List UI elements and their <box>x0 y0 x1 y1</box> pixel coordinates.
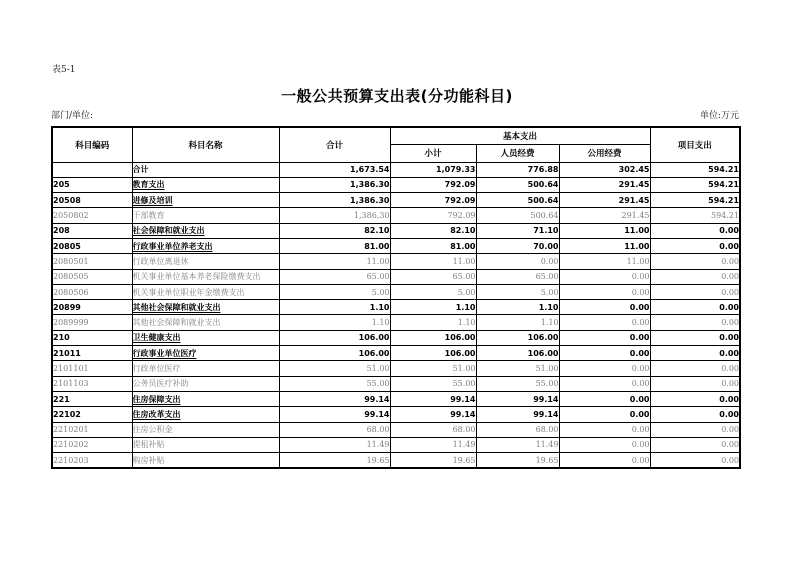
value-cell-public-funds: 291.45 <box>559 208 650 223</box>
value-cell-project-expenditure: 0.00 <box>650 284 740 299</box>
value-cell-project-expenditure: 0.00 <box>650 300 740 315</box>
subject-name-text: 机关事业单位职业年金缴费支出 <box>132 287 245 297</box>
value-cell-basic-subtotal: 82.10 <box>390 223 476 238</box>
subject-code-cell: 210 <box>52 330 132 345</box>
value-cell-public-funds: 0.00 <box>559 453 650 468</box>
value-cell-project-expenditure: 594.21 <box>650 162 740 177</box>
value-cell-project-expenditure: 0.00 <box>650 391 740 406</box>
table-row <box>52 422 740 437</box>
subject-name-text: 卫生健康支出 <box>132 333 181 343</box>
value-cell-personnel-funds: 51.00 <box>476 361 559 376</box>
subject-code-cell: 205 <box>52 177 132 192</box>
value-cell-project-expenditure: 594.21 <box>650 208 740 223</box>
value-cell-total: 5.00 <box>279 284 390 299</box>
subject-code-cell: 20508 <box>52 193 132 208</box>
value-cell-public-funds: 291.45 <box>559 193 650 208</box>
value-cell-total: 1.10 <box>279 300 390 315</box>
value-cell-public-funds: 0.00 <box>559 422 650 437</box>
value-cell-project-expenditure: 0.00 <box>650 315 740 330</box>
value-cell-project-expenditure: 0.00 <box>650 269 740 284</box>
value-cell-basic-subtotal: 792.09 <box>390 177 476 192</box>
subject-name-text: 机关事业单位基本养老保险缴费支出 <box>132 272 261 282</box>
subject-name-cell <box>132 422 279 437</box>
subject-name-cell <box>132 269 279 284</box>
value-cell-public-funds: 291.45 <box>559 177 650 192</box>
subject-name-cell <box>132 330 279 345</box>
table-row <box>52 391 740 406</box>
subject-code-cell: 221 <box>52 391 132 406</box>
value-cell-personnel-funds: 1.10 <box>476 315 559 330</box>
subject-name-cell <box>132 346 279 361</box>
budget-table <box>51 126 741 469</box>
subject-name-cell <box>132 162 279 177</box>
header-total: 合计 <box>279 127 390 162</box>
subject-name-text: 教育支出 <box>132 180 165 190</box>
value-cell-project-expenditure: 0.00 <box>650 407 740 422</box>
value-cell-personnel-funds: 500.64 <box>476 193 559 208</box>
table-body <box>52 162 740 468</box>
header-public-funds: 公用经费 <box>559 144 650 162</box>
subject-code-cell: 2089999 <box>52 315 132 330</box>
subject-name-text: 行政事业单位医疗 <box>132 348 197 358</box>
value-cell-project-expenditure: 0.00 <box>650 361 740 376</box>
value-cell-basic-subtotal: 1.10 <box>390 300 476 315</box>
value-cell-basic-subtotal: 792.09 <box>390 208 476 223</box>
value-cell-total: 55.00 <box>279 376 390 391</box>
value-cell-basic-subtotal: 51.00 <box>390 361 476 376</box>
subject-name-text: 合计 <box>132 165 149 175</box>
table-row <box>52 284 740 299</box>
header-project-expenditure: 项目支出 <box>650 127 740 162</box>
value-cell-personnel-funds: 19.65 <box>476 453 559 468</box>
value-cell-project-expenditure: 594.21 <box>650 177 740 192</box>
value-cell-personnel-funds: 106.00 <box>476 330 559 345</box>
value-cell-total: 82.10 <box>279 223 390 238</box>
value-cell-project-expenditure: 0.00 <box>650 346 740 361</box>
value-cell-personnel-funds: 11.49 <box>476 437 559 452</box>
subject-code-cell: 2080501 <box>52 254 132 269</box>
subject-name-text: 购房补贴 <box>132 455 165 465</box>
value-cell-basic-subtotal: 106.00 <box>390 346 476 361</box>
subject-name-cell <box>132 177 279 192</box>
table-row <box>52 361 740 376</box>
table-row <box>52 330 740 345</box>
value-cell-total: 1.10 <box>279 315 390 330</box>
value-cell-basic-subtotal: 19.65 <box>390 453 476 468</box>
subject-code-cell: 20805 <box>52 238 132 253</box>
table-row <box>52 238 740 253</box>
table-row <box>52 407 740 422</box>
value-cell-total: 106.00 <box>279 346 390 361</box>
subject-name-text: 提租补贴 <box>132 440 165 450</box>
subject-code-cell: 2210203 <box>52 453 132 468</box>
page-title: 一般公共预算支出表(分功能科目) <box>281 87 513 105</box>
value-cell-basic-subtotal: 99.14 <box>390 407 476 422</box>
value-cell-total: 68.00 <box>279 422 390 437</box>
value-cell-total: 99.14 <box>279 407 390 422</box>
value-cell-total: 19.65 <box>279 453 390 468</box>
value-cell-total: 65.00 <box>279 269 390 284</box>
table-row <box>52 437 740 452</box>
subject-name-cell <box>132 376 279 391</box>
table-header <box>52 127 740 162</box>
value-cell-project-expenditure: 0.00 <box>650 330 740 345</box>
value-cell-public-funds: 11.00 <box>559 254 650 269</box>
table-row <box>52 254 740 269</box>
value-cell-personnel-funds: 71.10 <box>476 223 559 238</box>
subject-code-cell: 2050802 <box>52 208 132 223</box>
value-cell-public-funds: 0.00 <box>559 330 650 345</box>
subject-code-cell: 2210201 <box>52 422 132 437</box>
subject-name-text: 公务员医疗补助 <box>132 379 189 389</box>
value-cell-project-expenditure: 0.00 <box>650 223 740 238</box>
subject-name-cell <box>132 208 279 223</box>
value-cell-project-expenditure: 0.00 <box>650 437 740 452</box>
value-cell-basic-subtotal: 81.00 <box>390 238 476 253</box>
value-cell-public-funds: 302.45 <box>559 162 650 177</box>
subject-name-cell <box>132 437 279 452</box>
value-cell-personnel-funds: 99.14 <box>476 407 559 422</box>
unit-of-measure-label: 单位:万元 <box>699 111 739 121</box>
value-cell-project-expenditure: 594.21 <box>650 193 740 208</box>
header-personnel-funds: 人员经费 <box>476 144 559 162</box>
value-cell-basic-subtotal: 1.10 <box>390 315 476 330</box>
subject-name-text: 干部教育 <box>132 211 165 221</box>
value-cell-total: 11.00 <box>279 254 390 269</box>
subject-name-text: 住房公积金 <box>132 425 173 435</box>
table-row <box>52 376 740 391</box>
header-basic-expenditure-group: 基本支出 <box>390 127 650 144</box>
value-cell-personnel-funds: 55.00 <box>476 376 559 391</box>
table-row <box>52 346 740 361</box>
value-cell-basic-subtotal: 11.49 <box>390 437 476 452</box>
subject-name-cell <box>132 300 279 315</box>
subject-code-cell: 22102 <box>52 407 132 422</box>
value-cell-project-expenditure: 0.00 <box>650 254 740 269</box>
value-cell-public-funds: 0.00 <box>559 300 650 315</box>
value-cell-personnel-funds: 68.00 <box>476 422 559 437</box>
value-cell-total: 81.00 <box>279 238 390 253</box>
value-cell-basic-subtotal: 55.00 <box>390 376 476 391</box>
subject-code-cell: 2080505 <box>52 269 132 284</box>
value-cell-personnel-funds: 65.00 <box>476 269 559 284</box>
department-unit-label: 部门/单位: <box>51 111 94 121</box>
subject-code-cell: 208 <box>52 223 132 238</box>
subject-name-text: 行政单位医疗 <box>132 364 181 373</box>
table-row <box>52 300 740 315</box>
value-cell-personnel-funds: 0.00 <box>476 254 559 269</box>
value-cell-personnel-funds: 70.00 <box>476 238 559 253</box>
value-cell-total: 1,386.30 <box>279 193 390 208</box>
value-cell-personnel-funds: 99.14 <box>476 391 559 406</box>
value-cell-project-expenditure: 0.00 <box>650 453 740 468</box>
value-cell-personnel-funds: 500.64 <box>476 208 559 223</box>
table-row <box>52 315 740 330</box>
table-row <box>52 453 740 468</box>
value-cell-total: 1,386.30 <box>279 177 390 192</box>
subject-code-cell: 21011 <box>52 346 132 361</box>
value-cell-public-funds: 0.00 <box>559 437 650 452</box>
value-cell-public-funds: 0.00 <box>559 269 650 284</box>
value-cell-basic-subtotal: 68.00 <box>390 422 476 437</box>
subject-code-cell: 2101101 <box>52 361 132 376</box>
value-cell-personnel-funds: 500.64 <box>476 177 559 192</box>
value-cell-project-expenditure: 0.00 <box>650 238 740 253</box>
value-cell-basic-subtotal: 11.00 <box>390 254 476 269</box>
value-cell-total: 106.00 <box>279 330 390 345</box>
subject-code-cell: 2210202 <box>52 437 132 452</box>
subject-name-cell <box>132 453 279 468</box>
value-cell-basic-subtotal: 5.00 <box>390 284 476 299</box>
value-cell-public-funds: 0.00 <box>559 346 650 361</box>
value-cell-total: 11.49 <box>279 437 390 452</box>
subject-name-text: 住房改革支出 <box>132 409 181 419</box>
subject-name-cell <box>132 238 279 253</box>
table-row <box>52 223 740 238</box>
subject-name-cell <box>132 284 279 299</box>
value-cell-total: 51.00 <box>279 361 390 376</box>
value-cell-basic-subtotal: 65.00 <box>390 269 476 284</box>
table-row <box>52 208 740 223</box>
header-basic-subtotal: 小计 <box>390 144 476 162</box>
subject-name-cell <box>132 223 279 238</box>
subject-code-cell <box>52 162 132 177</box>
subject-name-cell <box>132 391 279 406</box>
value-cell-basic-subtotal: 99.14 <box>390 391 476 406</box>
value-cell-personnel-funds: 1.10 <box>476 300 559 315</box>
subject-name-cell <box>132 361 279 376</box>
value-cell-public-funds: 11.00 <box>559 223 650 238</box>
sheet-label: 表5-1 <box>52 65 76 75</box>
value-cell-personnel-funds: 106.00 <box>476 346 559 361</box>
value-cell-total: 1,386.30 <box>279 208 390 223</box>
table-row <box>52 177 740 192</box>
subject-name-text: 进修及培训 <box>132 195 173 205</box>
subject-name-cell <box>132 315 279 330</box>
value-cell-public-funds: 11.00 <box>559 238 650 253</box>
value-cell-public-funds: 0.00 <box>559 376 650 391</box>
subject-name-cell <box>132 407 279 422</box>
value-cell-personnel-funds: 5.00 <box>476 284 559 299</box>
subject-name-text: 住房保障支出 <box>132 394 181 404</box>
value-cell-public-funds: 0.00 <box>559 361 650 376</box>
value-cell-public-funds: 0.00 <box>559 315 650 330</box>
subject-name-text: 其他社会保障和就业支出 <box>132 318 221 328</box>
value-cell-public-funds: 0.00 <box>559 391 650 406</box>
value-cell-basic-subtotal: 106.00 <box>390 330 476 345</box>
subject-name-cell <box>132 254 279 269</box>
table-row <box>52 193 740 208</box>
subject-name-text: 行政事业单位养老支出 <box>132 241 213 251</box>
value-cell-project-expenditure: 0.00 <box>650 376 740 391</box>
subject-code-cell: 2101103 <box>52 376 132 391</box>
header-subject-name: 科目名称 <box>132 127 279 162</box>
value-cell-basic-subtotal: 792.09 <box>390 193 476 208</box>
value-cell-public-funds: 0.00 <box>559 284 650 299</box>
subject-name-text: 社会保障和就业支出 <box>132 226 205 236</box>
subject-name-text: 其他社会保障和就业支出 <box>132 302 221 312</box>
meta-row <box>51 108 739 121</box>
value-cell-total: 1,673.54 <box>279 162 390 177</box>
value-cell-public-funds: 0.00 <box>559 407 650 422</box>
subject-name-cell <box>132 193 279 208</box>
table-row <box>52 162 740 177</box>
subject-name-text: 行政单位离退休 <box>132 256 189 266</box>
subject-code-cell: 20899 <box>52 300 132 315</box>
value-cell-project-expenditure: 0.00 <box>650 422 740 437</box>
header-subject-code: 科目编码 <box>52 127 132 162</box>
value-cell-personnel-funds: 776.88 <box>476 162 559 177</box>
value-cell-basic-subtotal: 1,079.33 <box>390 162 476 177</box>
subject-code-cell: 2080506 <box>52 284 132 299</box>
value-cell-total: 99.14 <box>279 391 390 406</box>
table-row <box>52 269 740 284</box>
